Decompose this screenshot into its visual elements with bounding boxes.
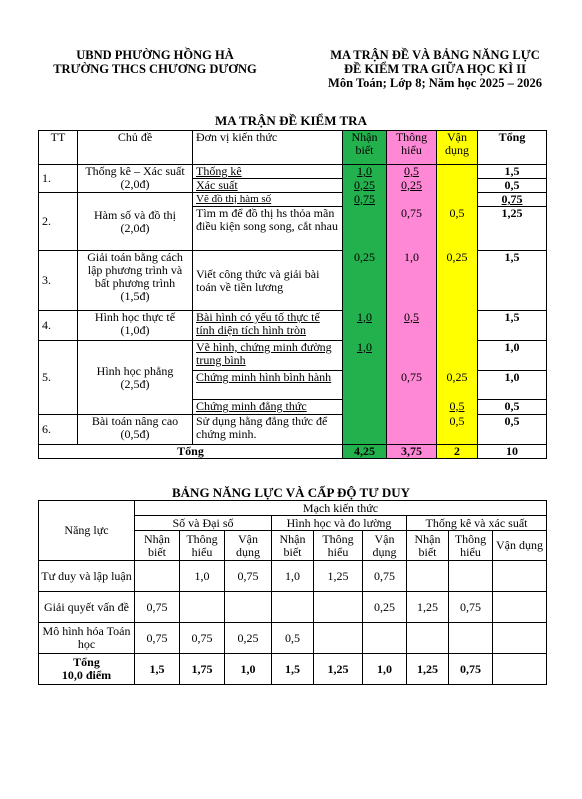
col-van-dung: Vận dụng bbox=[437, 131, 478, 165]
value-cell: 0,25 bbox=[363, 592, 407, 623]
total-cell: 1,0 bbox=[363, 654, 407, 685]
unit-name: Chứng minh đẳng thức bbox=[193, 400, 343, 415]
cell-th: 0,5 bbox=[387, 311, 437, 341]
value-cell bbox=[493, 623, 547, 654]
cell-nb bbox=[343, 400, 387, 415]
cell-tong: 0,75 bbox=[478, 193, 547, 207]
value-cell: 0,75 bbox=[135, 592, 180, 623]
col-thong-hieu: Thông hiểu bbox=[387, 131, 437, 165]
col-tong: Tổng bbox=[478, 131, 547, 165]
cell-nb: 0,25 bbox=[343, 251, 387, 311]
total-cell: 1,5 bbox=[272, 654, 314, 685]
row-tt: 4. bbox=[39, 311, 78, 341]
cell-tong: 1,5 bbox=[478, 311, 547, 341]
value-cell: 0,75 bbox=[225, 561, 272, 592]
col-nhan-biet: Nhận biết bbox=[343, 131, 387, 165]
total-tong: 10 bbox=[478, 445, 547, 459]
cell-vd bbox=[437, 193, 478, 207]
cell-th bbox=[387, 400, 437, 415]
cell-nb: 0,75 bbox=[343, 193, 387, 207]
unit-name: Bài hình có yếu tố thực tế tính diện tích hình tròn bbox=[193, 311, 343, 341]
cell-vd: 0,5 bbox=[437, 400, 478, 415]
level-header: Thông hiểu bbox=[314, 531, 363, 561]
level-header: Vận dụng bbox=[225, 531, 272, 561]
school-name: TRƯỜNG THCS CHƯƠNG DƯƠNG bbox=[53, 62, 257, 76]
value-cell: 1,0 bbox=[180, 561, 225, 592]
cell-th: 1,0 bbox=[387, 251, 437, 311]
total-cell: 1,5 bbox=[135, 654, 180, 685]
value-cell: 0,75 bbox=[363, 561, 407, 592]
unit-name: Tìm m để đồ thị hs thỏa mãn điều kiện song song, cắt nhau bbox=[193, 207, 343, 251]
cell-vd: 0,25 bbox=[437, 371, 478, 400]
value-cell: 0,75 bbox=[449, 592, 493, 623]
level-header: Thông hiểu bbox=[180, 531, 225, 561]
value-cell: 1,25 bbox=[407, 592, 449, 623]
row-topic: Hàm số và đồ thị (2,0đ) bbox=[78, 193, 193, 251]
cell-tong: 1,0 bbox=[478, 341, 547, 371]
unit-name: Sử dụng hằng đẳng thức để chứng minh. bbox=[193, 415, 343, 445]
competency-label: Giải quyết vấn đề bbox=[39, 592, 135, 623]
total-cell: 0,75 bbox=[449, 654, 493, 685]
value-cell bbox=[272, 592, 314, 623]
cell-th bbox=[387, 341, 437, 371]
level-header: Vận dụng bbox=[363, 531, 407, 561]
unit-name: Chứng minh hình bình hành bbox=[193, 371, 343, 400]
cell-vd: 0,25 bbox=[437, 251, 478, 311]
doc-title-line2: ĐỀ KIỂM TRA GIỮA HỌC KÌ II bbox=[344, 62, 526, 76]
cell-th bbox=[387, 415, 437, 445]
cell-nb: 0,25 bbox=[343, 179, 387, 193]
matrix-table bbox=[38, 130, 547, 459]
group-header: Hình học và đo lường bbox=[272, 516, 407, 531]
value-cell: 0,25 bbox=[225, 623, 272, 654]
value-cell: 0,75 bbox=[135, 623, 180, 654]
row-tt: 6. bbox=[39, 415, 78, 445]
total-nb: 4,25 bbox=[343, 445, 387, 459]
value-cell: 0,75 bbox=[180, 623, 225, 654]
total-cell: 1,25 bbox=[314, 654, 363, 685]
total-label-line2: 10,0 điểm bbox=[61, 668, 112, 682]
total-cell: 1,25 bbox=[407, 654, 449, 685]
cell-nb bbox=[343, 415, 387, 445]
unit-name: Thống kê bbox=[193, 165, 343, 179]
total-cell: 1,0 bbox=[225, 654, 272, 685]
row-tt: 3. bbox=[39, 251, 78, 311]
value-cell bbox=[407, 623, 449, 654]
value-cell: 1,25 bbox=[314, 561, 363, 592]
value-cell bbox=[449, 561, 493, 592]
group-header: Thống kê và xác suất bbox=[407, 516, 547, 531]
cell-nb: 1,0 bbox=[343, 165, 387, 179]
cell-vd bbox=[437, 179, 478, 193]
col-chu-de: Chủ đề bbox=[78, 131, 193, 165]
row-topic: Hình học thực tế (1,0đ) bbox=[78, 311, 193, 341]
row-tt: 2. bbox=[39, 193, 78, 251]
row-topic: Hình học phẳng (2,5đ) bbox=[78, 341, 193, 415]
cell-tong: 1,5 bbox=[478, 251, 547, 311]
matrix-title: MA TRẬN ĐỀ KIỂM TRA bbox=[215, 113, 367, 128]
value-cell bbox=[407, 561, 449, 592]
col-mach-kien-thuc: Mạch kiến thức bbox=[135, 501, 547, 516]
doc-subject-line: Môn Toán; Lớp 8; Năm học 2025 – 2026 bbox=[328, 76, 542, 90]
col-don-vi: Đơn vị kiến thức bbox=[193, 131, 343, 165]
cell-nb: 1,0 bbox=[343, 341, 387, 371]
value-cell bbox=[363, 623, 407, 654]
competency-label: Mô hình hóa Toán học bbox=[39, 623, 135, 654]
col-nang-luc: Năng lực bbox=[39, 501, 135, 561]
level-header: Nhận biết bbox=[272, 531, 314, 561]
cell-tong: 0,5 bbox=[478, 400, 547, 415]
cell-vd: 0,5 bbox=[437, 415, 478, 445]
school-header bbox=[40, 48, 270, 76]
cell-th: 0,25 bbox=[387, 179, 437, 193]
value-cell: 1,0 bbox=[272, 561, 314, 592]
cell-vd bbox=[437, 165, 478, 179]
row-topic: Giải toán bằng cách lập phương trình và bất phương trình (1,5đ) bbox=[78, 251, 193, 311]
total-th: 3,75 bbox=[387, 445, 437, 459]
level-header: Vận dụng bbox=[493, 531, 547, 561]
value-cell bbox=[314, 623, 363, 654]
cell-th bbox=[387, 193, 437, 207]
value-cell bbox=[449, 623, 493, 654]
document-header bbox=[300, 48, 570, 90]
value-cell bbox=[135, 561, 180, 592]
total-cell bbox=[493, 654, 547, 685]
group-header: Số và Đại số bbox=[135, 516, 272, 531]
row-tt: 1. bbox=[39, 165, 78, 193]
total-label: Tổng bbox=[39, 445, 343, 459]
competency-label: Tư duy và lập luận bbox=[39, 561, 135, 592]
competency-table bbox=[38, 500, 547, 685]
unit-name: Vẽ đồ thị hàm số bbox=[193, 193, 343, 207]
ward-name: UBND PHƯỜNG HỒNG HÀ bbox=[76, 48, 234, 62]
value-cell: 0,5 bbox=[272, 623, 314, 654]
row-topic: Thống kê – Xác suất (2,0đ) bbox=[78, 165, 193, 193]
value-cell bbox=[314, 592, 363, 623]
total-label-line1: Tổng bbox=[73, 655, 100, 669]
total-cell: 1,75 bbox=[180, 654, 225, 685]
value-cell bbox=[225, 592, 272, 623]
level-header: Thông hiểu bbox=[449, 531, 493, 561]
cell-tong: 1,5 bbox=[478, 165, 547, 179]
cell-th: 0,5 bbox=[387, 165, 437, 179]
col-tt: TT bbox=[39, 131, 78, 165]
value-cell bbox=[180, 592, 225, 623]
doc-title-line1: MA TRẬN ĐỀ VÀ BẢNG NĂNG LỰC bbox=[330, 48, 540, 62]
cell-tong: 0,5 bbox=[478, 415, 547, 445]
cell-tong: 1,25 bbox=[478, 207, 547, 251]
cell-th: 0,75 bbox=[387, 207, 437, 251]
unit-name: Viết công thức và giải bài toán về tiền lương bbox=[193, 251, 343, 311]
competency-title: BẢNG NĂNG LỰC VÀ CẤP ĐỘ TƯ DUY bbox=[172, 485, 410, 500]
cell-vd bbox=[437, 311, 478, 341]
cell-vd: 0,5 bbox=[437, 207, 478, 251]
cell-nb: 1,0 bbox=[343, 311, 387, 341]
level-header: Nhận biết bbox=[407, 531, 449, 561]
value-cell bbox=[493, 561, 547, 592]
total-label bbox=[39, 654, 135, 685]
unit-name: Vẽ hình, chứng minh đường trung bình bbox=[193, 341, 343, 371]
row-topic: Bài toán nâng cao (0,5đ) bbox=[78, 415, 193, 445]
cell-vd bbox=[437, 341, 478, 371]
cell-nb bbox=[343, 371, 387, 400]
level-header: Nhận biết bbox=[135, 531, 180, 561]
cell-tong: 1,0 bbox=[478, 371, 547, 400]
cell-nb bbox=[343, 207, 387, 251]
cell-th: 0,75 bbox=[387, 371, 437, 400]
value-cell bbox=[493, 592, 547, 623]
cell-tong: 0,5 bbox=[478, 179, 547, 193]
total-vd: 2 bbox=[437, 445, 478, 459]
row-tt: 5. bbox=[39, 341, 78, 415]
unit-name: Xác suất bbox=[193, 179, 343, 193]
